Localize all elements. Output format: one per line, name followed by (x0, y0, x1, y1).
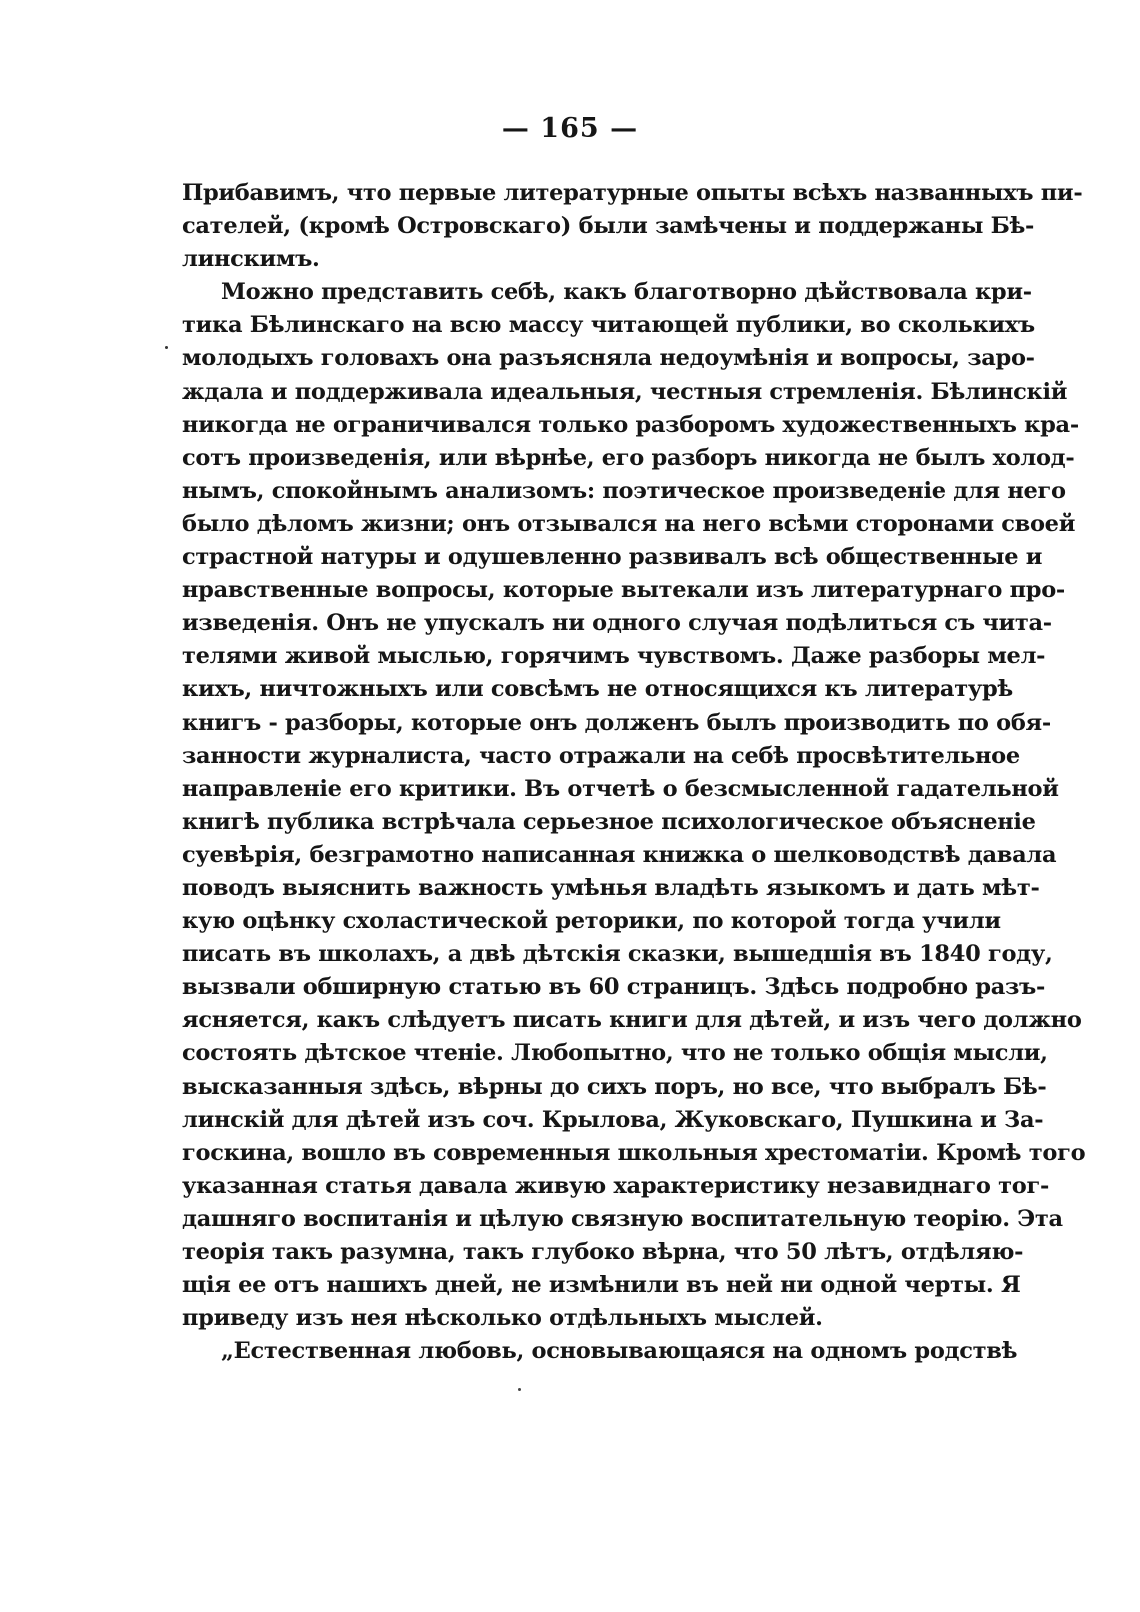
text-line: Прибавимъ, что первые литературные опыты всѣхъ названныхъ пи- (182, 180, 1083, 206)
margin-speck (165, 346, 168, 349)
text-line: суевѣрія, безграмотно написанная книжка о шелководствѣ давала (182, 841, 1057, 868)
text-line: состоять дѣтское чтеніе. Любопытно, что не только общія мысли, (182, 1040, 1048, 1067)
body-text (182, 177, 1086, 1368)
bottom-speck (518, 1388, 521, 1391)
text-line: книгъ - разборы, которые онъ долженъ былъ производить по обя- (182, 709, 1051, 736)
text-line: щія ее отъ нашихъ дней, не измѣнили въ ней ни одной черты. Я (182, 1272, 1021, 1299)
page-number: — 165 — (501, 113, 639, 144)
text-line: нравственные вопросы, которые вытекали изъ литературнаго про- (182, 577, 1065, 604)
text-line: направленіе его критики. Въ отчетѣ о безсмысленной гадательной (182, 775, 1059, 802)
text-line: кую оцѣнку схоластической реторики, по которой тогда учили (182, 908, 1001, 935)
text-line: телями живой мыслью, горячимъ чувствомъ. Даже разборы мел- (182, 643, 1046, 670)
text-line: страстной натуры и одушевленно развивалъ всѣ общественные и (182, 544, 1043, 571)
text-line: кихъ, ничтожныхъ или совсѣмъ не относящихся къ литературѣ (182, 676, 1013, 703)
text-line: ясняется, какъ слѣдуетъ писать книги для дѣтей, и изъ чего должно (182, 1007, 1082, 1034)
text-line: указанная статья давала живую характеристику незавиднаго тог- (182, 1172, 1049, 1199)
text-line: изведенія. Онъ не упускалъ ни одного случая подѣлиться съ чита- (182, 610, 1052, 637)
text-line: писать въ школахъ, а двѣ дѣтскія сказки, вышедшія въ 1840 году, (182, 941, 1053, 968)
text-line: было дѣломъ жизни; онъ отзывался на него всѣми сторонами своей (182, 510, 1076, 537)
text-line: теорія такъ разумна, такъ глубоко вѣрна, что 50 лѣтъ, отдѣляю- (182, 1239, 1024, 1265)
text-line: Можно представить себѣ, какъ благотворно дѣйствовала кри- (221, 279, 1032, 306)
text-line: „Естественная любовь, основывающаяся на одномъ родствѣ (221, 1338, 1018, 1365)
text-line: вызвали обширную статью въ 60 страницъ. Здѣсь подробно разъ- (182, 974, 1046, 1001)
text-line: линскимъ. (182, 246, 320, 273)
text-line: ждала и поддерживала идеальныя, честныя стремленія. Бѣлинскій (182, 378, 1068, 405)
text-line: сателей, (кромѣ Островскаго) были замѣчены и поддержаны Бѣ- (182, 213, 1035, 240)
text-line: госкина, вошло въ современныя школьныя хрестоматіи. Кромѣ того (182, 1139, 1086, 1166)
text-line: высказанныя здѣсь, вѣрны до сихъ поръ, но все, что выбралъ Бѣ- (182, 1073, 1047, 1100)
text-line: приведу изъ нея нѣсколько отдѣльныхъ мыслей. (182, 1305, 823, 1332)
text-line: книгѣ публика встрѣчала серьезное психологическое объясненіе (182, 808, 1036, 835)
text-line: занности журналиста, часто отражали на себѣ просвѣтительное (182, 742, 1020, 769)
text-line: линскій для дѣтей изъ соч. Крылова, Жуковскаго, Пушкина и За- (182, 1106, 1044, 1133)
text-line: молодыхъ головахъ она разъясняла недоумѣнія и вопросы, заро- (182, 345, 1035, 372)
text-line: дашняго воспитанія и цѣлую связную воспитательную теорію. Эта (182, 1205, 1063, 1232)
text-line: поводъ выяснить важность умѣнья владѣть языкомъ и дать мѣт- (182, 874, 1040, 901)
text-line: тика Бѣлинскаго на всю массу читающей публики, во сколькихъ (182, 312, 1035, 339)
text-line: нымъ, спокойнымъ анализомъ: поэтическое произведеніе для него (182, 477, 1066, 504)
text-line: никогда не ограничивался только разборомъ художественныхъ кра- (182, 411, 1079, 438)
text-line: сотъ произведенія, или вѣрнѣе, его разборъ никогда не былъ холод- (182, 444, 1075, 471)
